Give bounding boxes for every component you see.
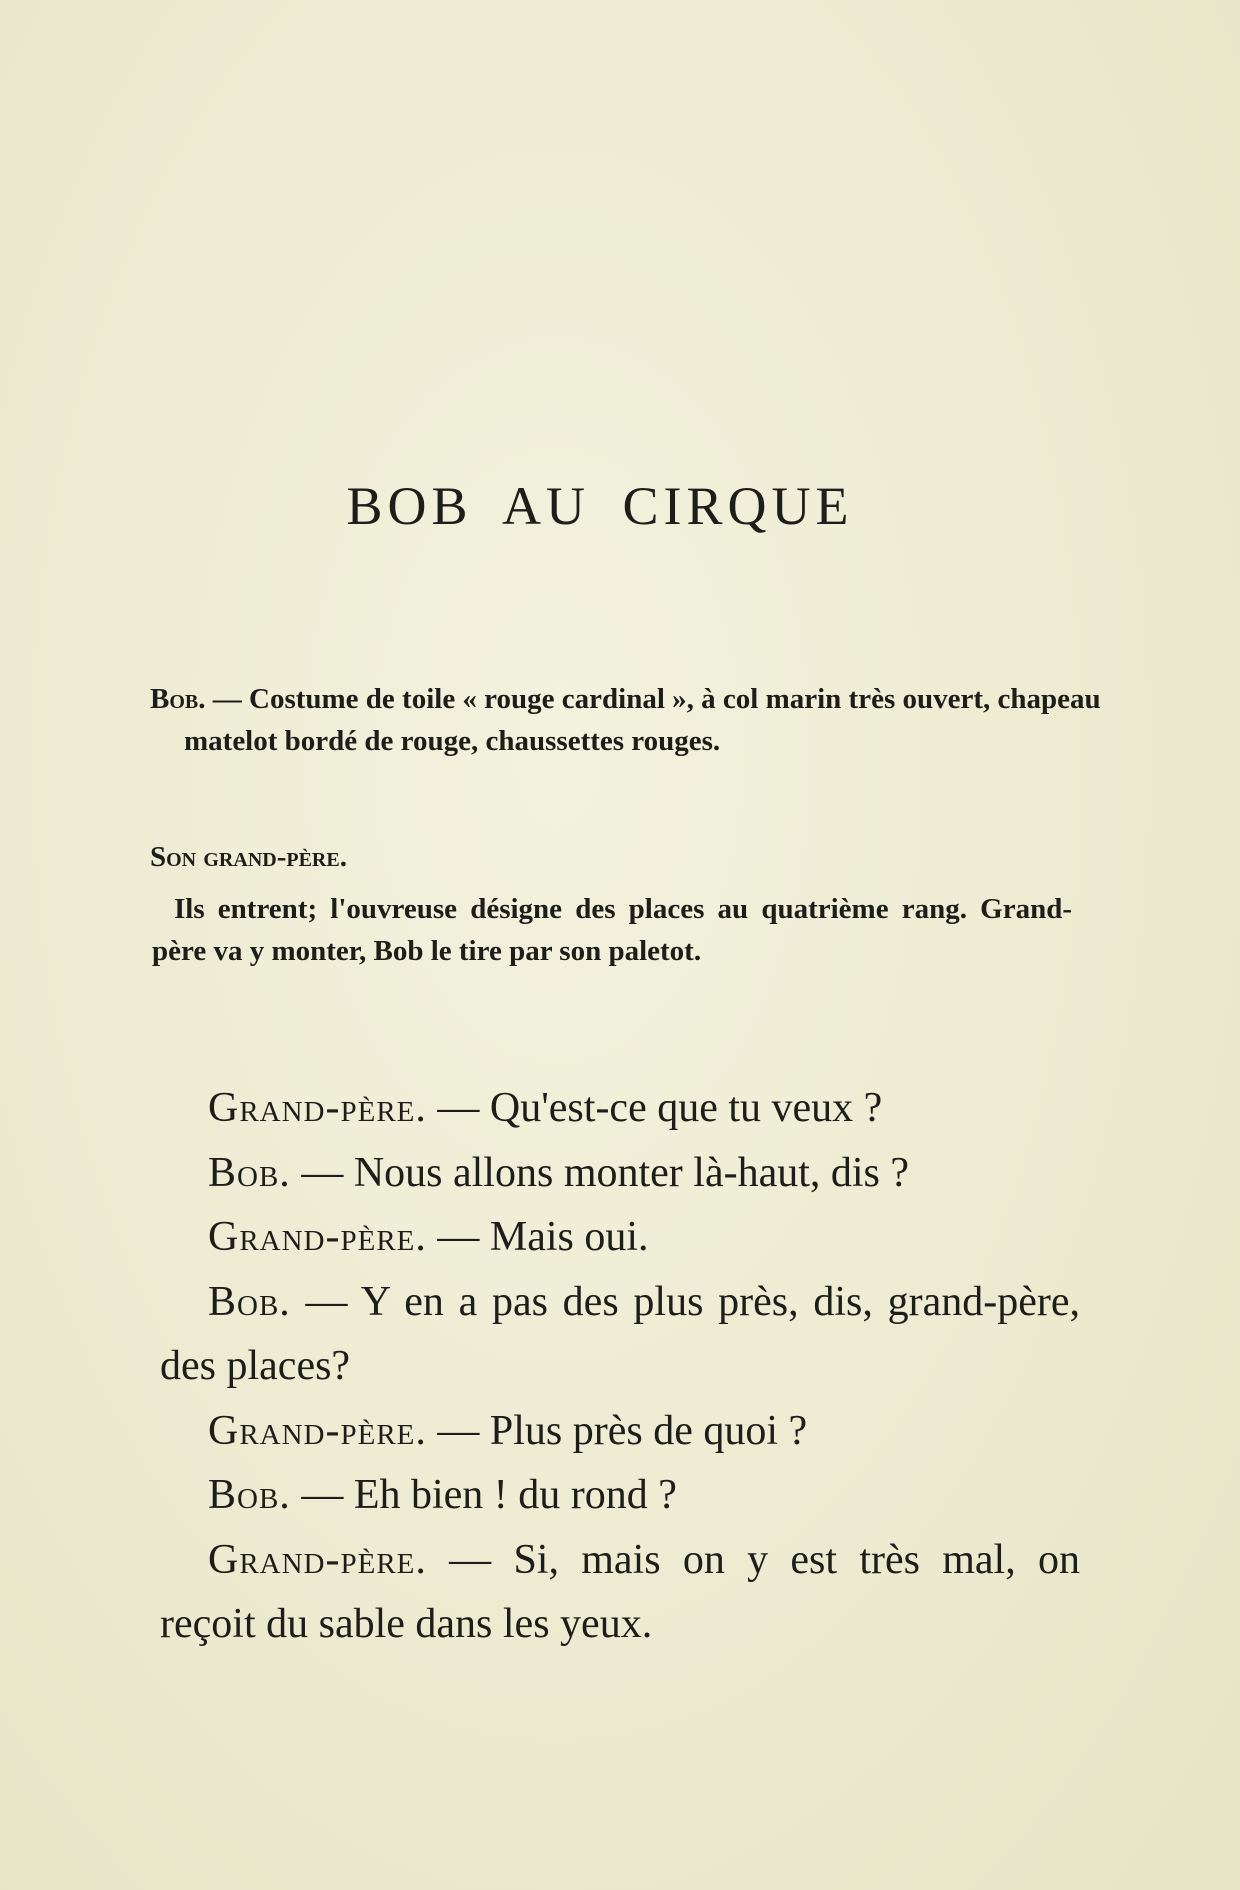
line-text: Eh bien ! du rond ?: [353, 1472, 677, 1518]
line-text: Si, mais on y est très mal, on reçoit du sable dans les yeux.: [160, 1536, 1081, 1647]
dash: —: [426, 1536, 514, 1583]
dash: —: [290, 1149, 354, 1196]
dialogue-line: [160, 1528, 1080, 1657]
stage-direction: Ils entrent; l'ouvreuse désigne des places au quatrième rang. Grand-père va y monter, Bob le tire par son paletot.: [152, 893, 1072, 967]
dialogue: [160, 1076, 1080, 1657]
dialogue-line: [160, 1205, 1080, 1270]
speaker: Grand-père.: [208, 1085, 427, 1131]
dialogue-line: [160, 1399, 1080, 1464]
dash: —: [426, 1085, 490, 1131]
dialogue-line: [160, 1141, 1080, 1206]
speaker: Bob.: [208, 1278, 291, 1325]
speaker: Bob.: [208, 1149, 291, 1196]
dash: —: [290, 1472, 354, 1518]
dash: —: [426, 1214, 490, 1260]
cast-separator: —: [205, 683, 249, 715]
dialogue-line: [160, 1463, 1080, 1528]
page-title: BOB AU CIRQUE: [346, 476, 854, 536]
dash: —: [290, 1278, 361, 1325]
line-text: Plus près de quoi ?: [489, 1407, 808, 1454]
speaker: Grand-père.: [208, 1407, 427, 1454]
dialogue-line: [160, 1270, 1080, 1399]
cast-entry-bob: [150, 678, 1104, 762]
line-text: Qu'est-ce que tu veux ?: [489, 1085, 883, 1131]
cast-description: Costume de toile « rouge cardinal », à col marin très ouvert, chapeau matelot bordé de rouge, chaussettes rouges.: [184, 683, 1101, 757]
cast-entry-grandfather: [150, 836, 1070, 878]
line-text: Y en a pas des plus près, dis, grand-père, des places?: [160, 1278, 1080, 1389]
cast-role: Son grand-père.: [150, 841, 347, 873]
dialogue-line: [160, 1076, 1080, 1141]
speaker: Grand-père.: [208, 1214, 427, 1260]
line-text: Nous allons monter là-haut, dis ?: [353, 1149, 910, 1196]
speaker: Bob.: [208, 1472, 291, 1518]
dash: —: [426, 1407, 490, 1454]
speaker: Grand-père.: [208, 1536, 427, 1583]
line-text: Mais oui.: [489, 1214, 649, 1260]
cast-role: Bob.: [150, 683, 206, 715]
